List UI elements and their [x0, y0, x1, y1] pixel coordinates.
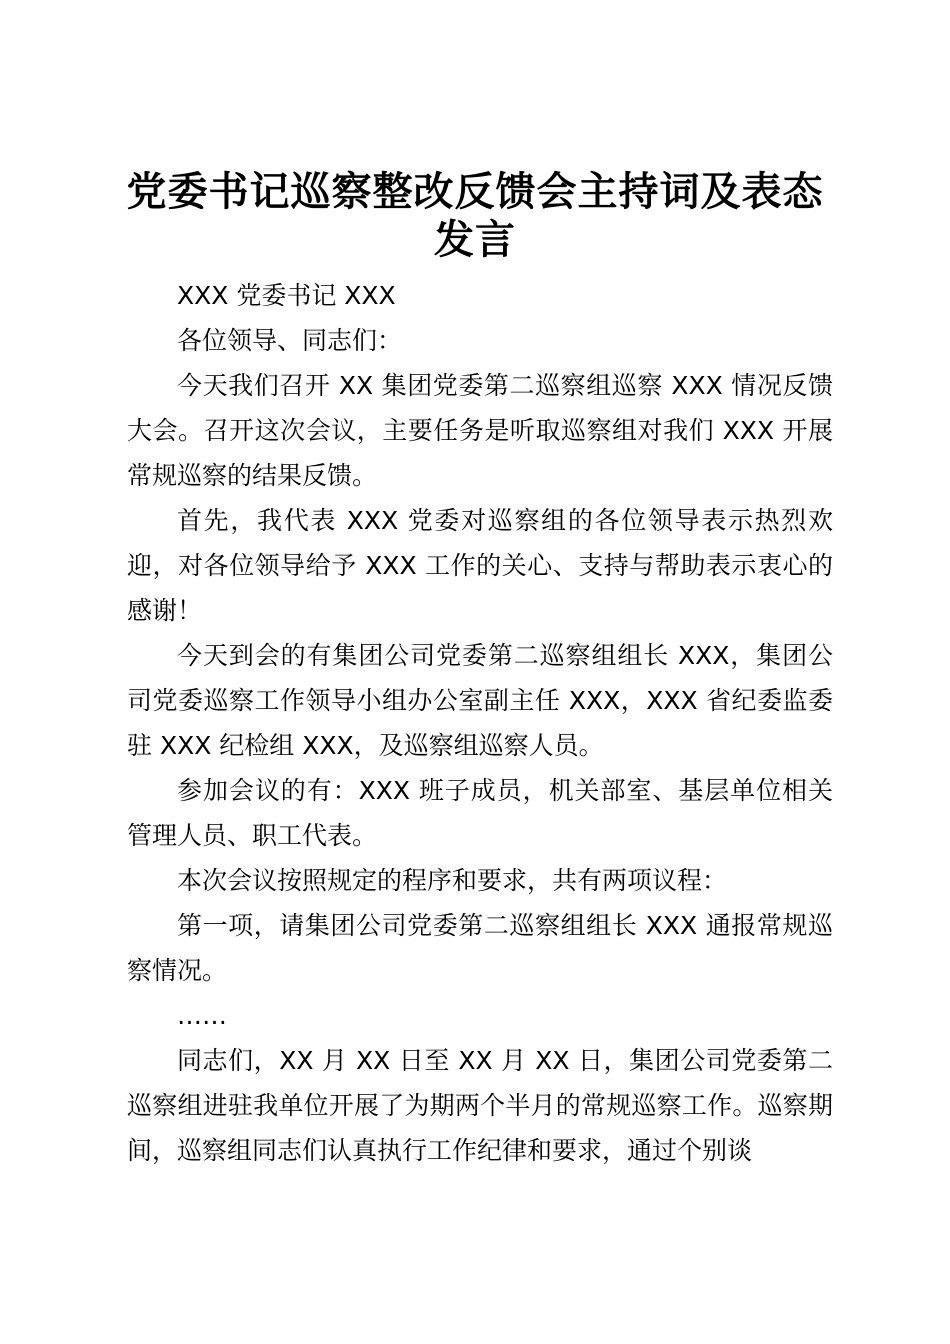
paragraph-attendees: 今天到会的有集团公司党委第二巡察组组长 XXX，集团公司党委巡察工作领导小组办公室副主任 XXX，XXX 省纪委监委驻 XXX 纪检组 XXX，及巡察组巡察人员。	[127, 641, 833, 760]
paragraph-ellipsis: ……	[177, 1001, 227, 1030]
paragraph-salutation: 各位领导、同志们：	[177, 326, 403, 355]
paragraph-agenda: 本次会议按照规定的程序和要求，共有两项议程：	[177, 866, 728, 895]
paragraph-closing: 同志们，XX 月 XX 日至 XX 月 XX 日，集团公司党委第二巡察组进驻我单位开展了为期两个半月的常规巡察工作。巡察期间，巡察组同志们认真执行工作纪律和要求，通过个别谈	[127, 1046, 833, 1165]
paragraph-welcome: 首先，我代表 XXX 党委对巡察组的各位领导表示热烈欢迎，对各位领导给予 XXX 工作的关心、支持与帮助表示衷心的感谢！	[127, 506, 833, 625]
document-title: 党委书记巡察整改反馈会主持词及表态发言	[126, 168, 824, 263]
paragraph-author: XXX 党委书记 XXX	[177, 281, 396, 310]
document-body	[127, 273, 833, 1173]
paragraph-participants: 参加会议的有：XXX 班子成员，机关部室、基层单位相关管理人员、职工代表。	[127, 776, 833, 850]
paragraph-opening: 今天我们召开 XX 集团党委第二巡察组巡察 XXX 情况反馈大会。召开这次会议，主要任务是听取巡察组对我们 XXX 开展常规巡察的结果反馈。	[127, 371, 833, 490]
paragraph-item-one: 第一项，请集团公司党委第二巡察组组长 XXX 通报常规巡察情况。	[127, 911, 833, 985]
